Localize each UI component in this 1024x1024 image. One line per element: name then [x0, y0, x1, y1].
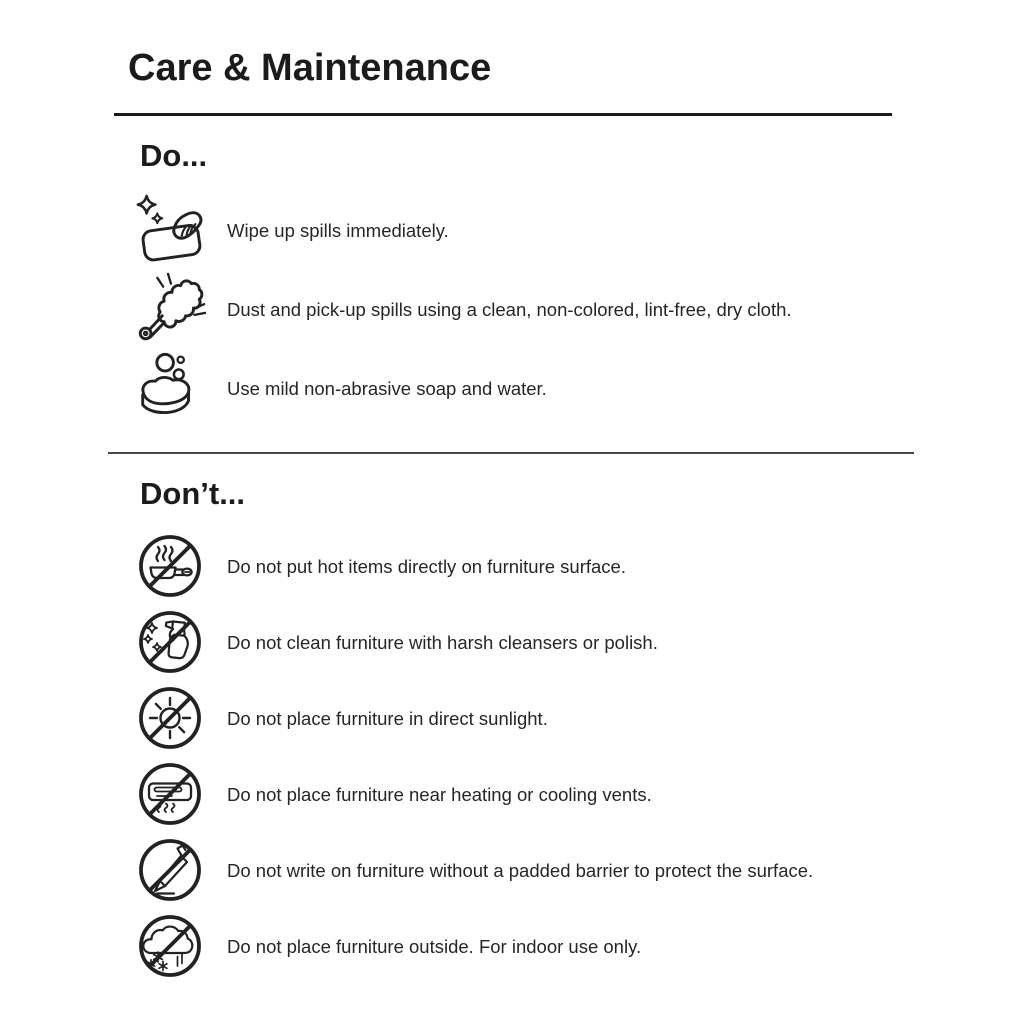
dont-item-vents	[114, 756, 924, 832]
top-divider	[114, 113, 892, 116]
do-section	[114, 138, 924, 429]
care-maintenance-sheet	[114, 0, 924, 984]
instruction-text: Do not place furniture outside. For indoor use only.	[227, 935, 642, 957]
instruction-text: Do not put hot items directly on furniture surface.	[227, 555, 626, 577]
no-direct-sunlight-icon	[128, 684, 212, 752]
dont-section	[114, 476, 924, 984]
dont-item-writing	[114, 832, 924, 908]
do-item-soap	[114, 349, 924, 428]
do-item-dust	[114, 270, 924, 349]
dont-heading: Don’t...	[140, 476, 246, 512]
instruction-text: Dust and pick-up spills using a clean, non-colored, lint-free, dry cloth.	[227, 299, 792, 321]
dont-item-hot	[114, 528, 924, 604]
instruction-text: Do not place furniture near heating or cooling vents.	[227, 783, 652, 805]
do-heading: Do...	[140, 137, 208, 173]
section-divider	[108, 452, 914, 454]
soap-sponge-icon	[128, 350, 212, 428]
instruction-text: Do not write on furniture without a padded barrier to protect the surface.	[227, 859, 814, 881]
instruction-text: Do not place furniture in direct sunlight.	[227, 707, 548, 729]
page-title: Care & Maintenance	[128, 47, 492, 89]
no-outdoor-use-icon	[128, 912, 212, 980]
no-writing-icon	[128, 836, 212, 904]
do-item-wipe	[114, 191, 924, 270]
dont-item-sunlight	[114, 680, 924, 756]
wipe-hand-icon	[128, 192, 212, 270]
no-hot-items-icon	[128, 532, 212, 600]
dont-item-outdoor	[114, 908, 924, 984]
no-harsh-cleanser-icon	[128, 608, 212, 676]
dont-item-cleansers	[114, 604, 924, 680]
instruction-text: Wipe up spills immediately.	[227, 220, 449, 242]
feather-duster-icon	[128, 271, 212, 349]
instruction-text: Do not clean furniture with harsh cleansers or polish.	[227, 631, 658, 653]
no-vents-icon	[128, 760, 212, 828]
instruction-text: Use mild non-abrasive soap and water.	[227, 378, 547, 400]
